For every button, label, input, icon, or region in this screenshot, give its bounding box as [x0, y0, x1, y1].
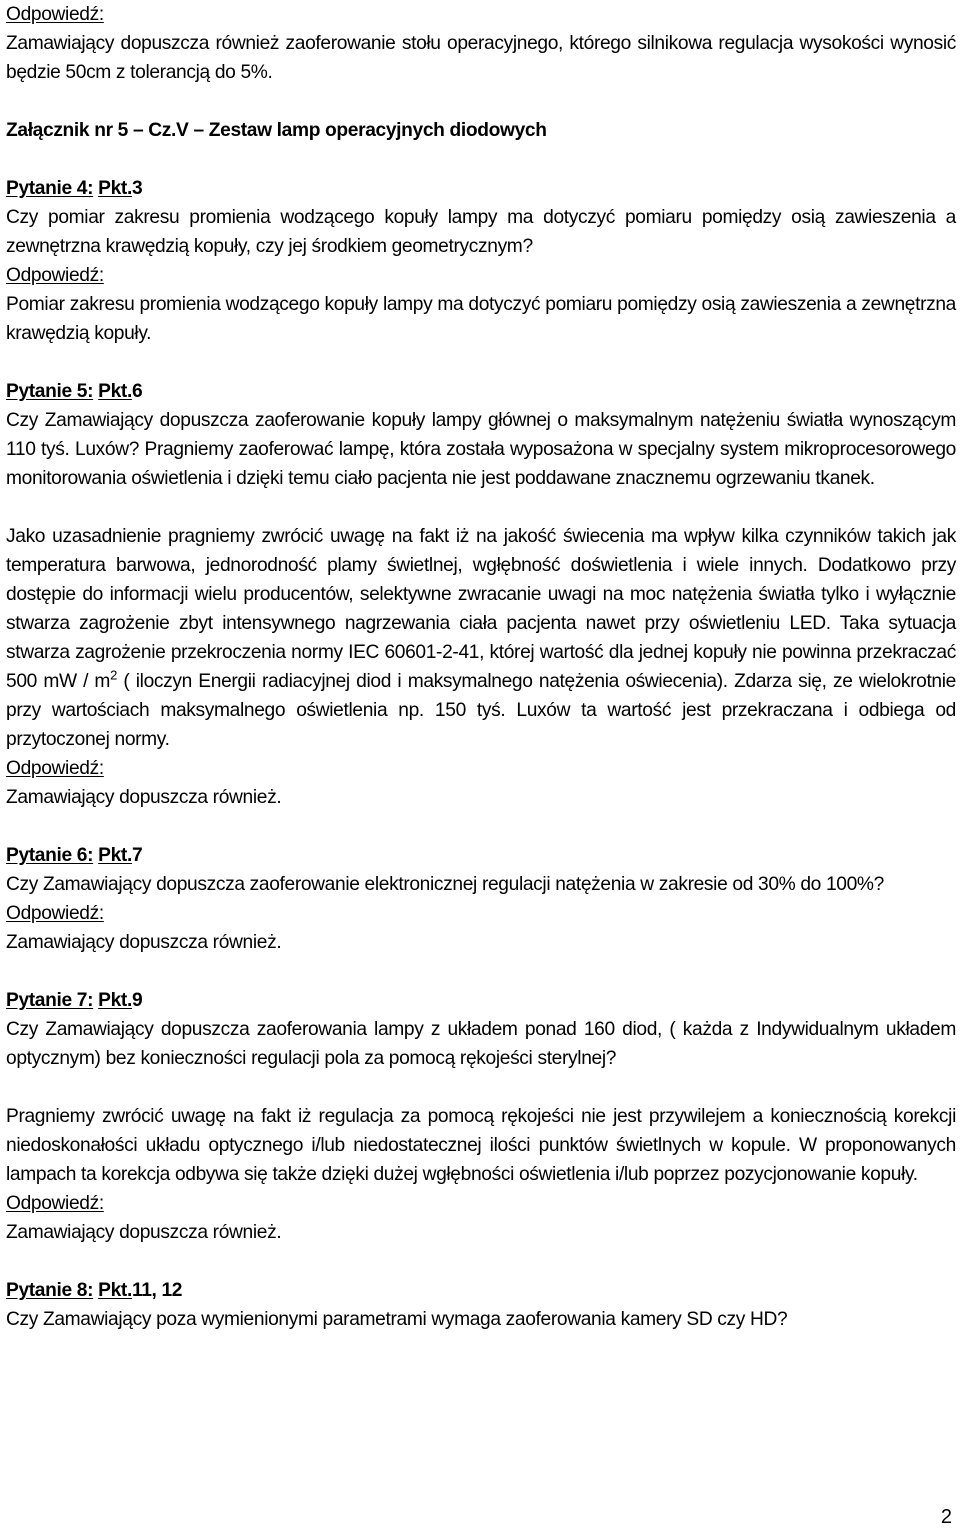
question-5-label: Pytanie 5: [6, 381, 94, 402]
question-6-label: Pytanie 6: [6, 845, 94, 866]
question-4-answer: Pomiar zakresu promienia wodzącego kopuły lampy ma dotyczyć pomiaru pomiędzy osią zawieszenia a zewnętrzna krawędzią kopuły. [6, 294, 956, 344]
question-5-heading [6, 377, 956, 406]
question-8-num: 11, 12 [131, 1280, 183, 1301]
question-5-justification [6, 522, 956, 754]
question-7-answer: Zamawiający dopuszcza również. [6, 1222, 282, 1243]
question-4-text: Czy pomiar zakresu promienia wodzącego kopuły lampy ma dotyczyć pomiaru pomiędzy osią zawieszenia a zewnętrzna krawędzią kopuły, czy jej środkiem geometrycznym? [6, 207, 956, 257]
question-6-answer-label: Odpowiedź: [6, 903, 104, 924]
question-8-label: Pytanie 8: [6, 1280, 94, 1301]
question-8-text: Czy Zamawiający poza wymienionymi parametrami wymaga zaoferowania kamery SD czy HD? [6, 1309, 788, 1330]
attachment-title: Załącznik nr 5 – Cz.V – Zestaw lamp operacyjnych diodowych [6, 120, 547, 141]
question-5-answer-label: Odpowiedź: [6, 758, 104, 779]
question-8-pkt: Pkt. [98, 1280, 132, 1301]
question-6-text: Czy Zamawiający dopuszcza zaoferowanie elektronicznej regulacji natężenia w zakresie od 30% do 100%? [6, 874, 884, 895]
question-7-answer-label: Odpowiedź: [6, 1193, 104, 1214]
question-6-heading [6, 841, 956, 870]
question-5-pkt: Pkt. [98, 381, 132, 402]
question-7-heading [6, 986, 956, 1015]
answer-text: Zamawiający dopuszcza również zaoferowanie stołu operacyjnego, którego silnikowa regulacja wysokości wynosić będzie 50cm z tolerancją do 5%. [6, 33, 956, 83]
question-7-label: Pytanie 7: [6, 990, 94, 1011]
question-5-justification-a: Jako uzasadnienie pragniemy zwrócić uwagę na fakt iż na jakość świecenia ma wpływ kilka czynników takich jak temperatura barwowa, jednorodność plamy świetlnej, wgłębność doświetlenia i wiele innych. Dodatkowo przy dostępie do informacji wielu producentów, selektywne zwracanie uwagi na moc natężenia światła tylko i wyłącznie stwarza zagrożenie zbyt intensywnego nagrzewania ciała pacjenta nawet przy oświetleniu LED. Taka sytuacja stwarza zagrożenie przekroczenia normy IEC 60601-2-41, której wartość dla jednej kopuły nie powinna przekraczać 500 mW / m [6, 526, 956, 692]
question-7-text: Czy Zamawiający dopuszcza zaoferowania lampy z układem ponad 160 diod, ( każda z Indywidualnym układem optycznym) bez konieczności regulacji pola za pomocą rękojeści sterylnej? [6, 1019, 956, 1069]
answer-label [6, 0, 956, 29]
answer-heading: Odpowiedź: [6, 4, 104, 25]
question-4-label: Pytanie 4: [6, 178, 94, 199]
question-5-justification-b: ( iloczyn Energii radiacyjnej diod i maksymalnego natężenia oświecenia). Zdarza się, ze wielokrotnie przy wartościach maksymalnego oświetlenia np. 150 tyś. Luxów ta wartość jest przekraczana i odbiega od przytoczonej normy. [6, 671, 956, 750]
question-5-text: Czy Zamawiający dopuszcza zaoferowanie kopuły lampy głównej o maksymalnym natężeniu światła wynoszącym 110 tyś. Luxów? Pragniemy zaoferować lampę, która została wyposażona w specjalny system mikroprocesorowego monitorowania oświetlenia i dzięki temu ciało pacjenta nie jest poddawane znacznemu ogrzewaniu tkanek. [6, 410, 956, 489]
question-6-answer: Zamawiający dopuszcza również. [6, 932, 282, 953]
document-page [6, 0, 956, 1334]
question-7-pkt: Pkt. [98, 990, 132, 1011]
question-4-pkt: Pkt. [98, 178, 132, 199]
question-7-num: 9 [131, 990, 143, 1011]
question-4-num: 3 [131, 178, 143, 199]
question-5-answer: Zamawiający dopuszcza również. [6, 787, 282, 808]
question-5-num: 6 [131, 381, 143, 402]
question-4-heading [6, 174, 956, 203]
page-number: 2 [940, 1506, 952, 1528]
question-4-answer-label: Odpowiedź: [6, 265, 104, 286]
question-6-pkt: Pkt. [98, 845, 132, 866]
question-8-heading [6, 1276, 956, 1305]
superscript: 2 [110, 667, 117, 683]
question-7-justification: Pragniemy zwrócić uwagę na fakt iż regulacja za pomocą rękojeści nie jest przywilejem a koniecznością korekcji niedoskonałości układu optycznego i/lub niedostatecznej ilości punktów świetlnych w kopule. W proponowanych lampach ta korekcja odbywa się także dzięki dużej wgłębności oświetlenia i/lub poprzez pozycjonowanie kopuły. [6, 1106, 956, 1185]
question-6-num: 7 [131, 845, 143, 866]
